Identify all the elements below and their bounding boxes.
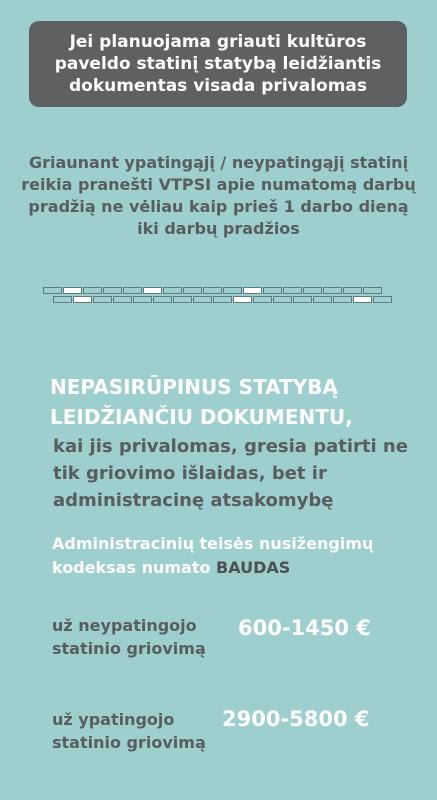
brick [253,296,272,303]
fine-amount-non-special: 600-1450 € [238,616,371,640]
brick [183,287,202,294]
brick [363,287,382,294]
brick [273,296,292,303]
brick [173,296,192,303]
fine-amount-special: 2900-5800 € [222,707,370,731]
brick [283,287,302,294]
fine-label-non-special [52,614,232,660]
fine-label-line: už ypatingojo [52,710,175,729]
brick [353,296,372,303]
header-box-text: Jei planuojama griauti kultūros paveldo statinį statybą leidžiantis dokumentas visada privalomas [54,32,382,96]
brick [303,287,322,294]
code-notice [52,532,412,580]
brick-wall-icon [43,287,393,305]
brick [133,296,152,303]
fine-label-special [52,708,232,754]
brick [313,296,332,303]
fine-label-line: už neypatingojo [52,616,197,635]
brick [233,296,252,303]
brick [53,296,72,303]
brick [153,296,172,303]
brick [203,287,222,294]
code-notice-emphasis: BAUDAS [216,558,291,577]
brick [263,287,282,294]
brick [223,287,242,294]
brick [113,296,132,303]
warning-title-line-1: NEPASIRŪPINUS STATYBĄ [50,375,338,399]
fine-label-line: statinio griovimą [52,639,206,658]
warning-title-line-2: LEIDŽIANČIU DOKUMENTU, [50,405,353,429]
fine-label-line: statinio griovimą [52,733,206,752]
brick [63,287,82,294]
brick [123,287,142,294]
brick [43,287,62,294]
brick [93,296,112,303]
brick [243,287,262,294]
brick [323,287,342,294]
warning-title [50,372,410,432]
warning-body: kai jis privalomas, gresia patirti ne tik griovimo išlaidas, bet ir administracinę atsakomybę [53,436,408,511]
header-box [29,21,407,107]
brick [213,296,232,303]
brick [163,287,182,294]
brick [83,287,102,294]
brick [143,287,162,294]
brick [343,287,362,294]
brick-row [53,296,393,304]
brick [293,296,312,303]
brick [103,287,122,294]
code-notice-text: Administracinių teisės nusižengimų kodeksas numato [52,534,374,577]
brick [73,296,92,303]
brick [193,296,212,303]
brick-row [43,287,393,295]
notice-text: Griaunant ypatingąjį / neypatingąjį statinį reikia pranešti VTPSI apie numatomą darbų pradžią ne vėliau kaip prieš 1 darbo dieną iki darbų pradžios [21,153,416,238]
brick [333,296,352,303]
brick [373,296,392,303]
